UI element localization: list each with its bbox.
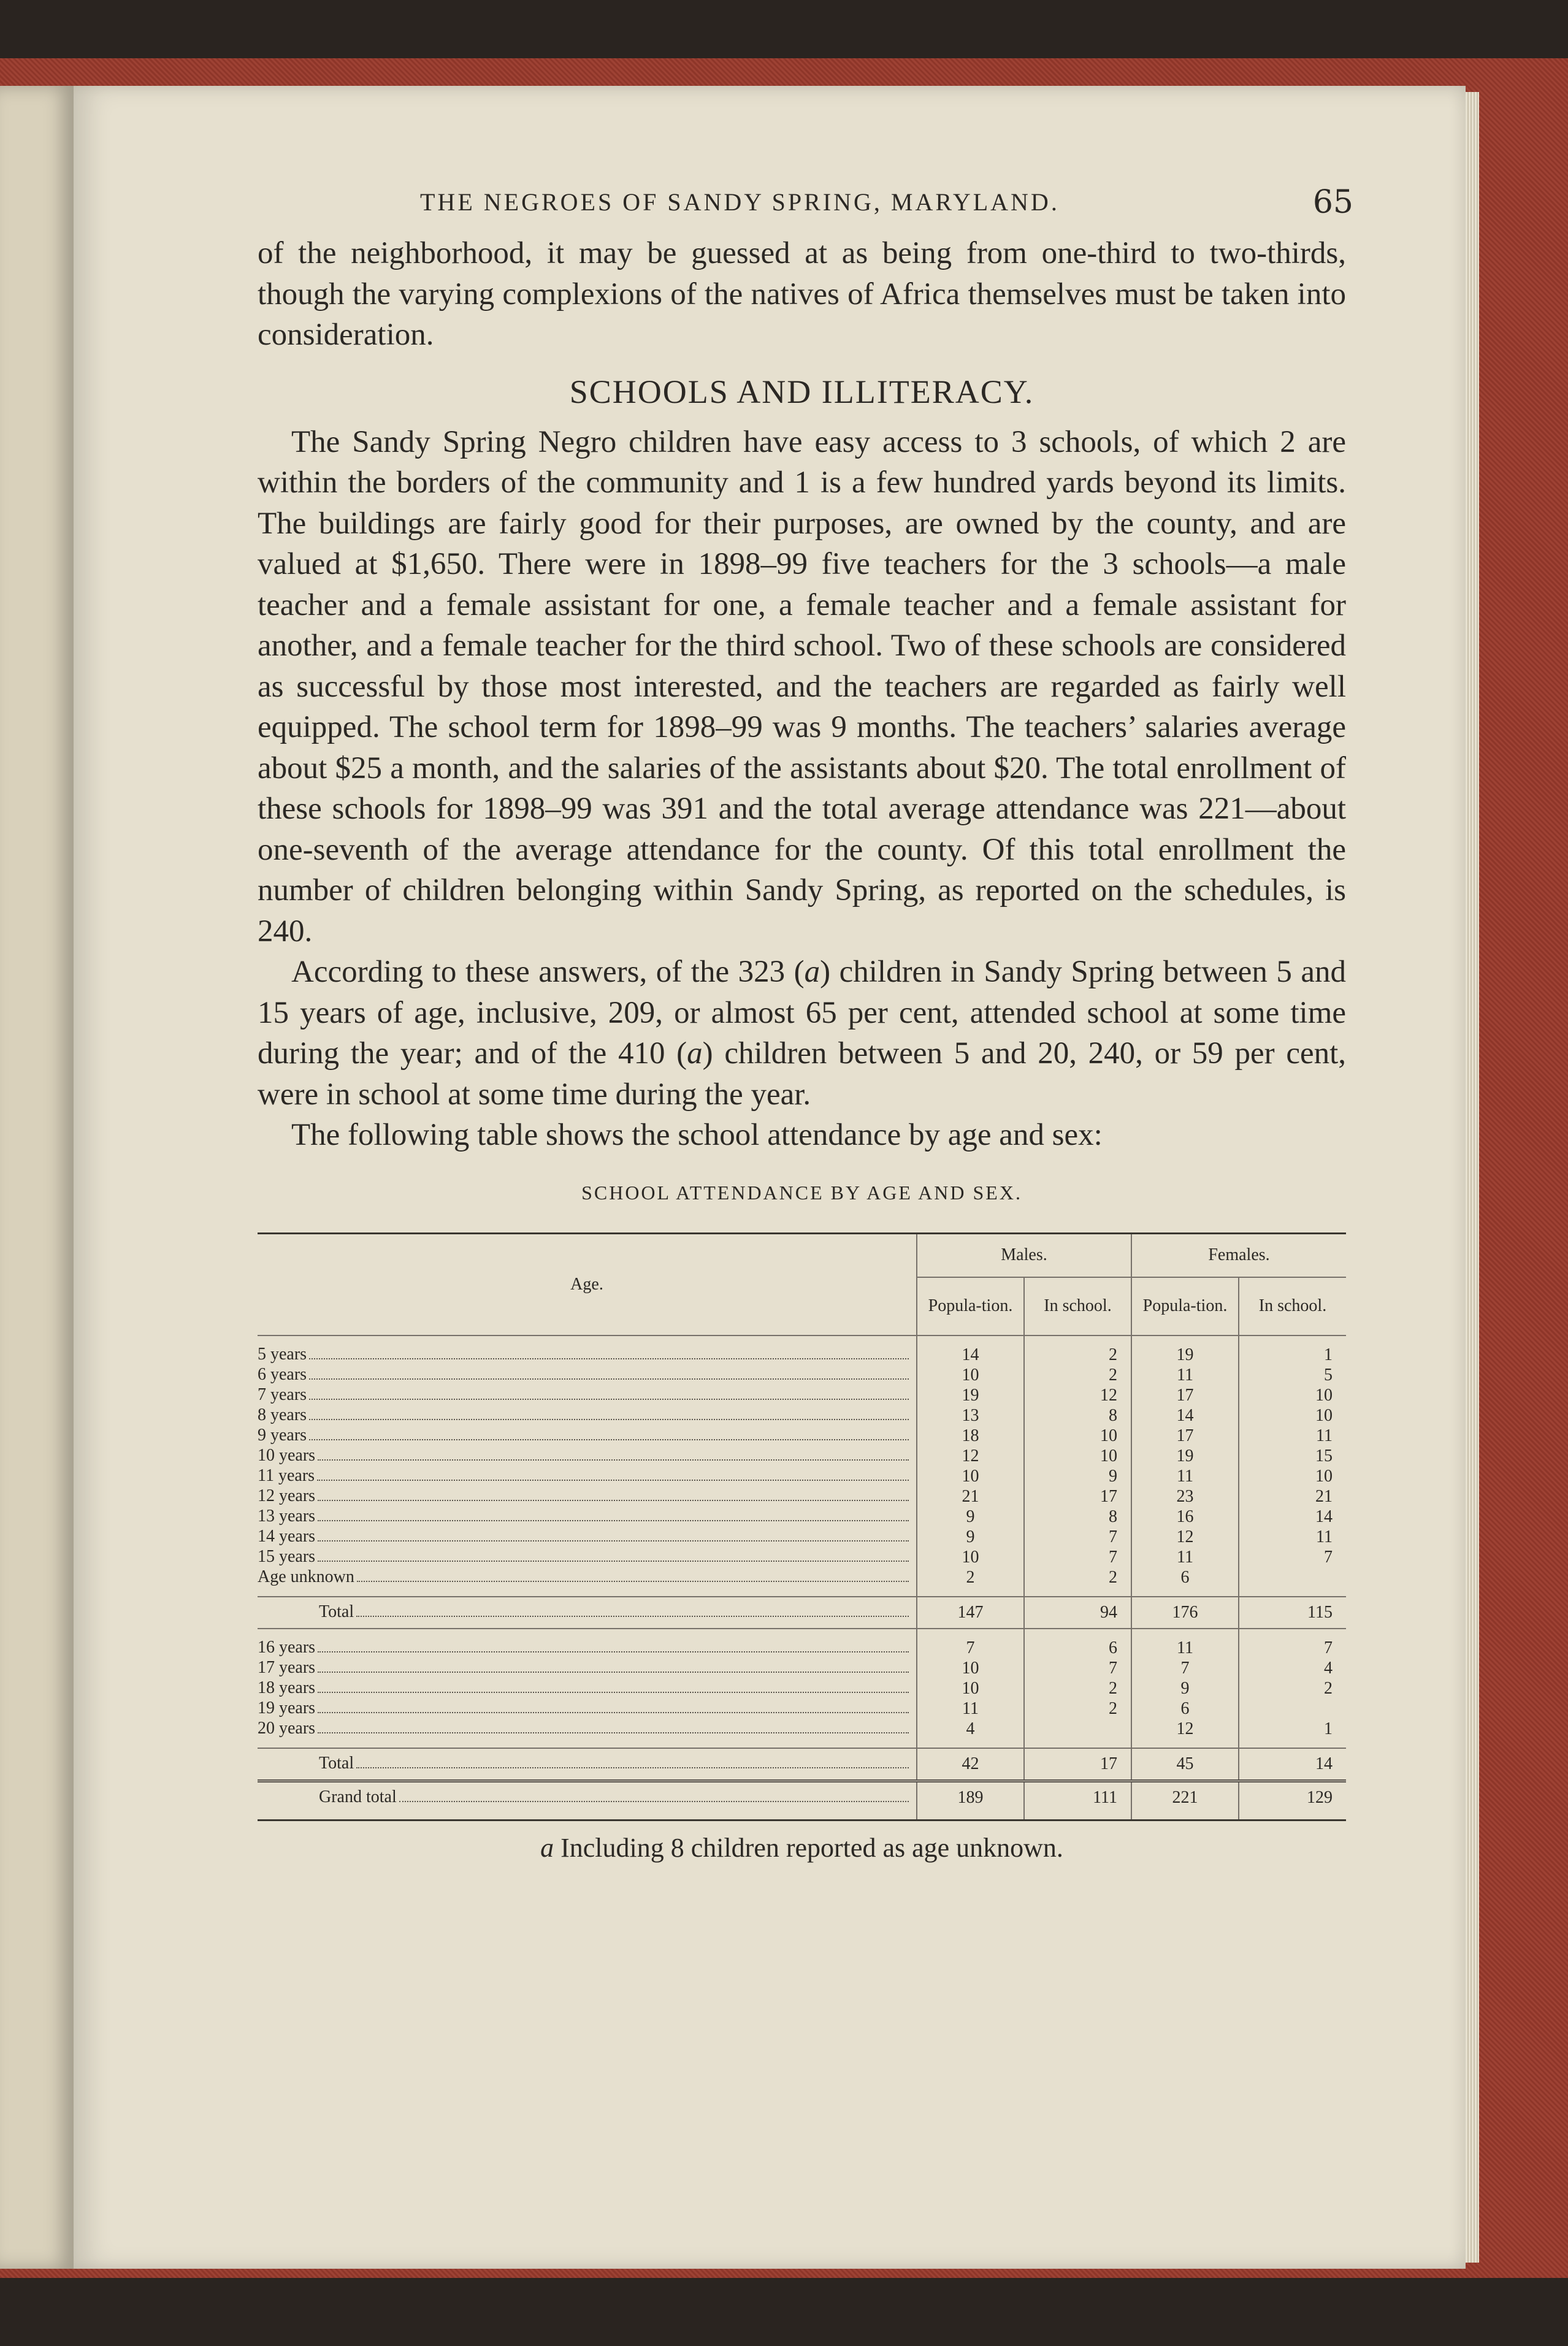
cell-f-sch: 1 [1239,1345,1346,1365]
cell-f-pop: 11 [1131,1365,1239,1385]
cell-m-sch: 10 [1024,1446,1131,1466]
row-age-label: 20 years [258,1718,316,1738]
left-page-edge [0,86,74,2269]
cell-m-pop: 11 [917,1698,1024,1719]
cell-m-pop: 13 [917,1405,1024,1426]
cell-m-sch: 10 [1024,1426,1131,1446]
cell-f-sch: 11 [1239,1426,1346,1446]
cell-f-sch: 11 [1239,1527,1346,1547]
table-row [258,1345,1346,1365]
cell-f-sch: 4 [1239,1658,1346,1678]
header-males-in-school: In school. [1024,1277,1131,1335]
cell-f-pop: 11 [1131,1638,1239,1658]
table-row [258,1446,1346,1466]
table-row [258,1567,1346,1588]
cell-m-sch: 8 [1024,1507,1131,1527]
table-row [258,1426,1346,1446]
cell-f-sch: 10 [1239,1405,1346,1426]
paragraph-attendance-part3: ) children between 5 and 20, 240, or 59 per cent, were in school at some time during the year. [258,1036,1347,1112]
page-number: 65 [1312,184,1353,221]
row-age-label: 18 years [258,1678,316,1697]
running-head [258,184,1353,233]
cell-m-pop: 19 [917,1385,1024,1405]
row-age-label: 6 years [258,1364,307,1384]
cell-m-pop: 10 [917,1365,1024,1385]
cell-f-sch: 15 [1239,1446,1346,1466]
footnote-text: Including 8 children reported as age unknown. [554,1833,1063,1863]
row-age-label: Age unknown [258,1567,354,1586]
table-row [258,1678,1346,1698]
cell-m-sch [1024,1719,1131,1739]
cell-f-sch: 2 [1239,1678,1346,1698]
cell-m-pop: 4 [917,1719,1024,1739]
cell-m-sch: 17 [1024,1486,1131,1507]
section-heading: SCHOOLS AND ILLITERACY. [569,373,1034,410]
cell-f-pop: 14 [1131,1405,1239,1426]
header-males: Males. [917,1234,1131,1277]
row-age-label: 11 years [258,1465,315,1485]
cell-f-pop: 19 [1131,1446,1239,1466]
row-age-label: 19 years [258,1698,316,1717]
cell-m-pop: 9 [917,1527,1024,1547]
cell-f-sch: 10 [1239,1385,1346,1405]
cell-f-pop: 7 [1131,1658,1239,1678]
cell-m-sch: 2 [1024,1698,1131,1719]
header-females-population: Popula-tion. [1131,1277,1239,1335]
table-row [258,1719,1346,1739]
header-females-in-school: In school. [1239,1277,1346,1335]
row-age-label: 5 years [258,1344,307,1364]
cell-f-pop: 11 [1131,1466,1239,1486]
cell-f-pop: 23 [1131,1486,1239,1507]
row-age-label: 15 years [258,1546,316,1566]
table-row [258,1547,1346,1567]
table-row [258,1658,1346,1678]
row-age-label: 14 years [258,1526,316,1546]
cell-m-pop: 10 [917,1547,1024,1567]
page-block-edge [1466,92,1479,2263]
paragraph-continuation: of the neighborhood, it may be guessed at as being from one-third to two-thirds, though the varying complexions of the natives of Africa themselves must be taken into consideration. [258,236,1346,352]
row-age-label: 17 years [258,1657,316,1677]
cell-f-sch: 14 [1239,1507,1346,1527]
cell-m-pop: 7 [917,1638,1024,1658]
table-row [258,1527,1346,1547]
cell-m-pop: 18 [917,1426,1024,1446]
table-row [258,1405,1346,1426]
cell-f-sch: 10 [1239,1466,1346,1486]
cell-f-pop: 6 [1131,1698,1239,1719]
cell-m-pop: 9 [917,1507,1024,1527]
cell-f-pop: 6 [1131,1567,1239,1588]
cell-m-pop: 14 [917,1345,1024,1365]
row-age-label: 9 years [258,1425,307,1445]
row-age-label: 13 years [258,1506,316,1526]
cell-f-pop: 11 [1131,1547,1239,1567]
total-row-2: Total 42 17 45 14 [258,1749,1346,1781]
cell-m-sch: 7 [1024,1547,1131,1567]
cell-f-pop: 12 [1131,1719,1239,1739]
cell-m-sch: 8 [1024,1405,1131,1426]
row-age-label: 12 years [258,1486,316,1505]
cell-m-sch: 6 [1024,1638,1131,1658]
cell-m-sch: 2 [1024,1345,1131,1365]
cell-f-pop: 12 [1131,1527,1239,1547]
table-row [258,1698,1346,1719]
cell-f-sch: 5 [1239,1365,1346,1385]
cell-f-pop: 19 [1131,1345,1239,1365]
cell-f-sch: 7 [1239,1638,1346,1658]
paragraph-schools: The Sandy Spring Negro children have easy access to 3 schools, of which 2 are within the borders of the community and 1 is a few hundred yards beyond its limits. The buildings are fairly good for their purposes, are owned by the county, and are valued at $1,650. There were in 1898–99 five teachers for the 3 schools—a male teacher and a female assistant for one, a female teacher and a female assistant for another, and a female teacher for the third school. Two of these schools are considered as successful by those most interested, and the teachers are regarded as fairly well equipped. The school term for 1898–99 was 9 months. The teachers’ salaries average about $25 a month, and the salaries of the assistants about $20. The total enrollment of these schools for 1898–99 was 391 and the total average attendance was 221—about one-seventh of the average attendance for the county. Of this total enrollment the number of children belonging within Sandy Spring, as reported on the schedules, is 240. [258,424,1346,949]
table-row [258,1466,1346,1486]
cell-m-sch: 2 [1024,1567,1131,1588]
row-age-label: 10 years [258,1445,316,1465]
group1-body [258,1345,1346,1588]
cell-f-pop: 17 [1131,1426,1239,1446]
paragraph-attendance [258,952,1346,1115]
cell-m-sch: 2 [1024,1365,1131,1385]
paragraph-table-intro: The following table shows the school attendance by age and sex: [291,1118,1103,1152]
cell-f-sch: 21 [1239,1486,1346,1507]
cell-m-pop: 10 [917,1466,1024,1486]
row-age-label: 16 years [258,1637,316,1657]
cell-f-sch [1239,1698,1346,1719]
paragraph-attendance-part2: ) children in Sandy Spring between 5 and 15 years of age, inclusive, 209, or almost 65 per cent, attended school at some time during the year; and of the 410 ( [258,955,1346,1071]
row-age-label: 8 years [258,1405,307,1424]
cell-m-pop: 12 [917,1446,1024,1466]
table-caption: SCHOOL ATTENDANCE BY AGE AND SEX. [581,1181,1022,1204]
cell-m-sch: 7 [1024,1527,1131,1547]
cell-m-sch: 2 [1024,1678,1131,1698]
cell-m-pop: 21 [917,1486,1024,1507]
attendance-table [258,1232,1346,1822]
cell-m-sch: 7 [1024,1658,1131,1678]
table-row [258,1507,1346,1527]
total-row-1: Total 147 94 176 115 [258,1597,1346,1629]
page-content [258,184,1353,1863]
cell-m-pop: 10 [917,1678,1024,1698]
cell-m-sch: 9 [1024,1466,1131,1486]
running-title: THE NEGROES OF SANDY SPRING, MARYLAND. [420,188,1060,216]
cell-f-sch [1239,1567,1346,1588]
cell-f-sch: 1 [1239,1719,1346,1739]
group2-body [258,1638,1346,1739]
cell-f-pop: 16 [1131,1507,1239,1527]
cell-f-pop: 9 [1131,1678,1239,1698]
footnote-ref-1: a [804,955,820,989]
table-row [258,1385,1346,1405]
row-age-label: 7 years [258,1385,307,1404]
footnote-ref-2: a [687,1036,703,1071]
cell-m-pop: 2 [917,1567,1024,1588]
paragraph-attendance-part1: According to these answers, of the 323 ( [291,955,805,989]
grand-total-row: Grand total 189 111 221 129 [258,1782,1346,1813]
footnote [258,1832,1346,1863]
header-males-population: Popula-tion. [917,1277,1024,1335]
cell-f-pop: 17 [1131,1385,1239,1405]
header-females: Females. [1131,1234,1346,1277]
footnote-marker: a [540,1833,554,1863]
cell-f-sch: 7 [1239,1547,1346,1567]
cell-m-pop: 10 [917,1658,1024,1678]
header-age: Age. [258,1234,917,1335]
table-row [258,1365,1346,1385]
table-row [258,1486,1346,1507]
table-row [258,1638,1346,1658]
cell-m-sch: 12 [1024,1385,1131,1405]
